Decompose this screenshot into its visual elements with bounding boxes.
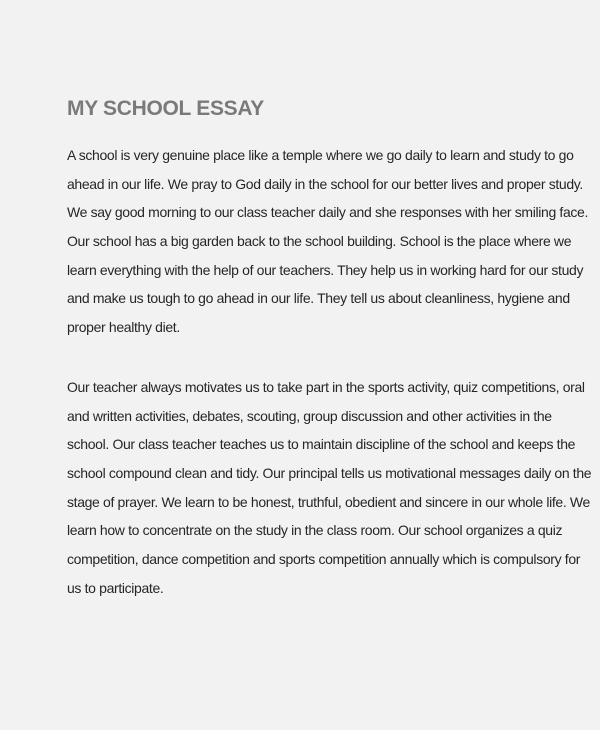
- essay-paragraph-2: [67, 373, 591, 603]
- paragraph-line: A school is very genuine place like a temple where we go daily to learn and study to go: [67, 147, 574, 163]
- paragraph-line: and make us tough to go ahead in our life. They tell us about cleanliness, hygiene and: [67, 290, 570, 307]
- essay-paragraph-1: [67, 141, 588, 342]
- paragraph-line: competition, dance competition and sports competition annually which is compulsory for: [67, 551, 581, 568]
- paragraph-line: proper healthy diet.: [67, 319, 180, 336]
- paragraph-line: learn how to concentrate on the study in the class room. Our school organizes a quiz: [67, 522, 563, 539]
- paragraph-line: ahead in our life. We pray to God daily in the school for our better lives and proper study.: [67, 175, 583, 192]
- essay-title: MY SCHOOL ESSAY: [67, 97, 265, 120]
- paragraph-line: Our school has a big garden back to the school building. School is the place where we: [67, 233, 572, 250]
- paragraph-line: school. Our class teacher teaches us to maintain discipline of the school and keeps the: [67, 436, 576, 453]
- paragraph-line: learn everything with the help of our teachers. They help us in working hard for our study: [67, 261, 584, 278]
- paragraph-line: and written activities, debates, scouting, group discussion and other activities in the: [67, 407, 552, 424]
- paragraph-line: stage of prayer. We learn to be honest, truthful, obedient and sincere in our whole life. We: [67, 493, 590, 510]
- paragraph-line: us to participate.: [67, 579, 164, 596]
- paragraph-line: We say good morning to our class teacher daily and she responses with her smiling face.: [67, 204, 589, 221]
- paragraph-line: school compound clean and tidy. Our principal tells us motivational messages daily on the: [67, 465, 592, 482]
- paragraph-line: Our teacher always motivates us to take part in the sports activity, quiz competitions, oral: [67, 379, 585, 395]
